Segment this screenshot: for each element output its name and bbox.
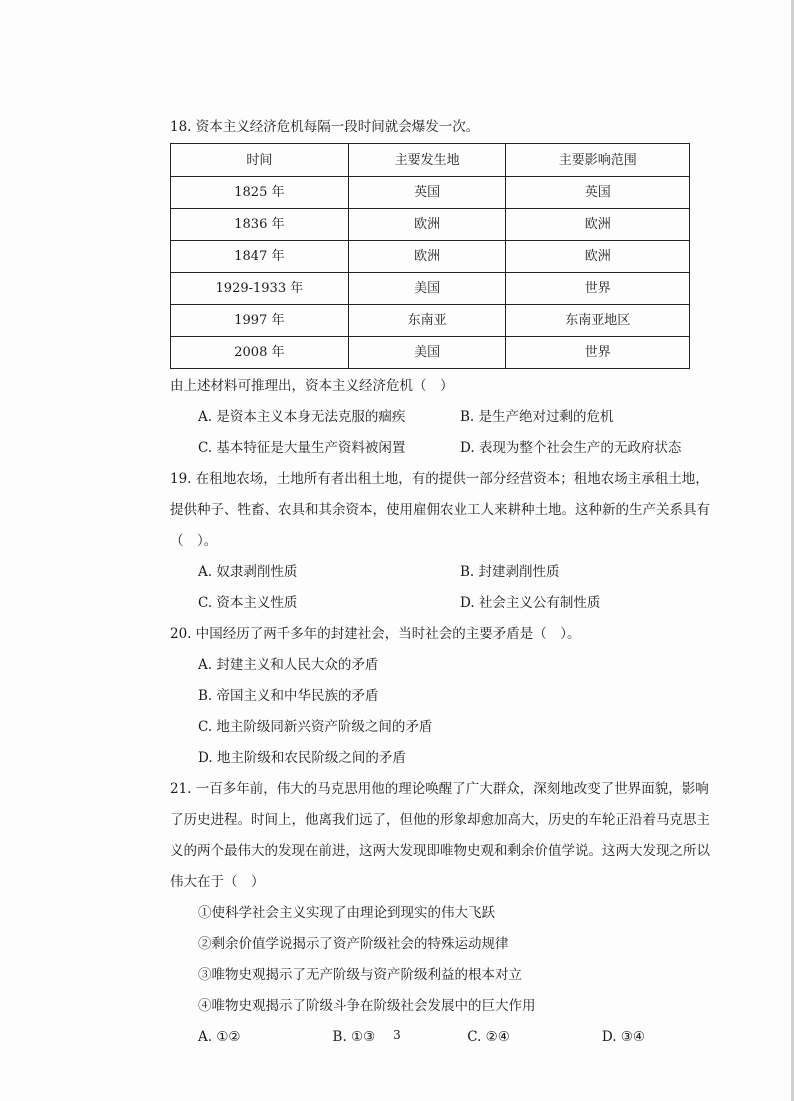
table-row [171,209,690,241]
q20-stem: 20. 中国经历了两千多年的封建社会，当时社会的主要矛盾是（ ）。 [170,626,581,642]
table-cell: 东南亚 [348,305,506,337]
table-cell: 欧洲 [506,241,690,273]
table-cell: 世界 [506,337,690,369]
table-cell: 欧洲 [506,209,690,241]
table-cell: 欧洲 [348,241,506,273]
table-row [171,273,690,305]
table-cell: 1929-1933 年 [171,273,349,305]
exam-content [170,112,710,1053]
table-cell: 美国 [348,337,506,369]
page-number: 3 [393,1028,401,1042]
option-b: B. 是生产绝对过剩的危机 [460,409,614,425]
q18-options-row-1 [170,402,690,433]
option-c: C. 资本主义性质 [198,595,298,611]
table-row [171,241,690,273]
option-c: C. ②④ [467,1029,510,1045]
table-cell: 美国 [348,273,506,305]
q19-line-1: 19. 在租地农场，土地所有者出租土地，有的提供一部分经营资本；租地农场主承租土地， [170,471,709,487]
option-d: D. 地主阶级和农民阶级之间的矛盾 [198,750,406,766]
option-b: B. ①③ [332,1029,376,1045]
q18-stem: 18. 资本主义经济危机每隔一段时间就会爆发一次。 [170,119,480,135]
option-b: B. 封建剥削性质 [460,564,560,580]
q19-line-3: （ ）。 [170,533,218,549]
crisis-table [170,143,690,369]
option-d: D. 表现为整个社会生产的无政府状态 [460,440,682,456]
q18-options-row-2 [170,433,690,464]
option-a: A. ①② [198,1029,241,1045]
q19-options-row-1 [170,557,690,588]
statement-1: ①使科学社会主义实现了由理论到现实的伟大飞跃 [198,905,495,921]
option-a: A. 是资本主义本身无法克服的痼疾 [198,409,406,425]
q18-prompt: 由上述材料可推理出，资本主义经济危机（ ） [170,378,454,394]
option-b: B. 帝国主义和中华民族的矛盾 [198,688,379,704]
table-cell: 1847 年 [171,241,349,273]
table-header-row [171,144,690,177]
q21-line-2: 了历史进程。时间上，他离我们远了，但他的形象却愈加高大，历史的车轮正沿着马克思主 [170,812,710,828]
table-header: 主要发生地 [348,144,506,177]
table-header: 时间 [171,144,349,177]
table-cell: 2008 年 [171,337,349,369]
q21-line-4: 伟大在于（ ） [170,874,265,890]
table-cell: 1825 年 [171,177,349,209]
statement-3: ③唯物史观揭示了无产阶级与资产阶级利益的根本对立 [198,967,522,983]
table-cell: 英国 [348,177,506,209]
statement-2: ②剩余价值学说揭示了资产阶级社会的特殊运动规律 [198,936,509,952]
table-cell: 欧洲 [348,209,506,241]
table-cell: 世界 [506,273,690,305]
q21-line-1: 21. 一百多年前，伟大的马克思用他的理论唤醒了广大群众，深刻地改变了世界面貌，影响 [170,781,709,797]
option-c: C. 地主阶级同新兴资产阶级之间的矛盾 [198,719,433,735]
option-d: D. ③④ [601,1029,645,1045]
q19-line-2: 提供种子、牲畜、农具和其余资本，使用雇佣农业工人来耕种土地。这种新的生产关系具有 [170,502,710,518]
q19-options-row-2 [170,588,690,619]
table-row [171,337,690,369]
option-d: D. 社会主义公有制性质 [460,595,601,611]
table-cell: 1836 年 [171,209,349,241]
statement-4: ④唯物史观揭示了阶级斗争在阶级社会发展中的巨大作用 [198,998,536,1014]
table-cell: 1997 年 [171,305,349,337]
q21-line-3: 义的两个最伟大的发现在前进，这两大发现即唯物史观和剩余价值学说。这两大发现之所以 [170,843,710,859]
table-cell: 东南亚地区 [506,305,690,337]
table-row [171,177,690,209]
option-a: A. 封建主义和人民大众的矛盾 [198,657,379,673]
table-cell: 英国 [506,177,690,209]
table-row [171,305,690,337]
option-c: C. 基本特征是大量生产资料被闲置 [198,440,406,456]
option-a: A. 奴隶剥削性质 [198,564,298,580]
table-header: 主要影响范围 [506,144,690,177]
